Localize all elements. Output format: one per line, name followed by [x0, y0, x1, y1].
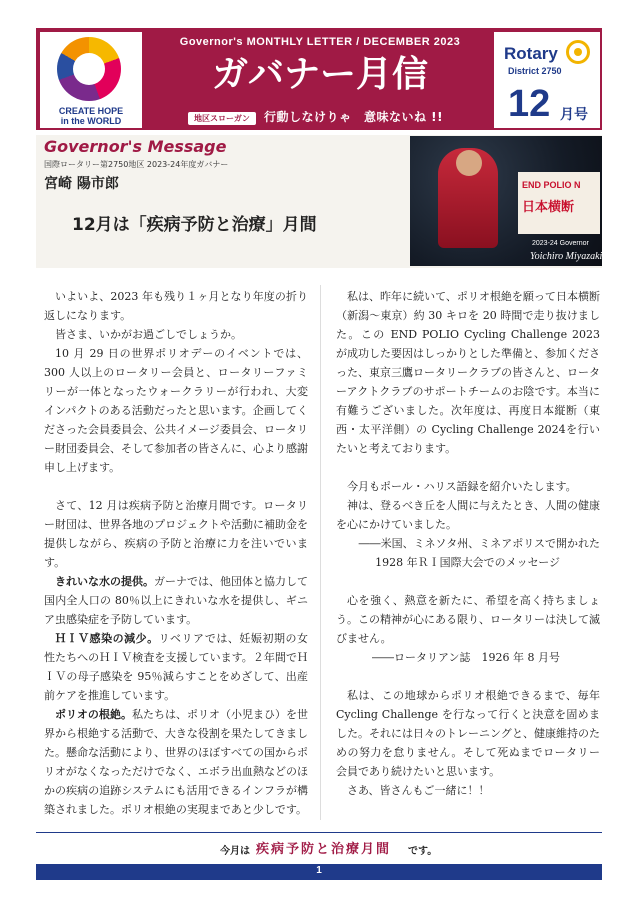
- logo-tagline-2: in the WORLD: [60, 116, 122, 126]
- paragraph: 今月もポール・ハリス語録を紹介いたします。: [347, 480, 577, 493]
- quote-source: 1928 年ＲＩ国際大会でのメッセージ: [375, 556, 560, 569]
- paragraph: さて、12 月は疾病予防と治療月間です。ロータリー財団は、世界各地のプロジェクトや活動に補助金を提供しながら、疾病の予防と治療に力を注いでいます。: [44, 499, 308, 569]
- paragraph: [44, 705, 308, 819]
- month-theme: 12月は「疾病予防と治療」月間: [72, 215, 317, 235]
- paragraph: [44, 572, 308, 629]
- paragraph-lead: ＨＩＶ感染の減少。: [55, 632, 159, 645]
- paragraph-lead: ポリオの根絶。: [55, 708, 132, 721]
- footer-prefix: 今月は: [220, 846, 250, 857]
- paragraph-body: 私たちは、ポリオ（小児まひ）を世界から根絶する活動で、大きな役割を果たしてきました。懸命な活動により、世界のほぼすべての国からポリオがなくなっただけでなく、エボラ出血熱などのほかの疾病の追跡システムにも活用できるインフラが構築されました。ポリオ根絶の実現まであと少しです。: [44, 708, 309, 816]
- left-column: [44, 287, 308, 819]
- photo-cyclist-face: [456, 150, 482, 176]
- slogan-text: 行動しなけりゃ 意味ないね !!: [264, 110, 444, 124]
- paragraph-body: リベリアでは、妊娠初期の女性たちへのＨＩＶ検査を支援しています。２年間でＨＩＶの母子感染を 95％減らすことをめざして、出産前ケアを推進しています。: [44, 632, 309, 702]
- paragraph: 皆さま、いかがお過ごしでしょうか。: [55, 328, 242, 341]
- photo-caption: 2023-24 Governor: [532, 240, 589, 247]
- footer-theme: 疾病予防と治療月間: [256, 842, 392, 857]
- governor-name: 宮崎 陽市郎: [44, 176, 119, 192]
- quote-source: ――ロータリアン誌 1926 年 8 月号: [371, 651, 560, 664]
- paragraph: 神は、登るべき丘を人間に与えたとき、人間の健康を心にかけていました。: [336, 499, 600, 531]
- paragraph: さあ、皆さんもご一緒に！！: [347, 784, 490, 797]
- paragraph: 私は、昨年に続いて、ポリオ根絶を願って日本横断（新潟〜東京）約 30 キロを 20 時間で走り抜けました。この END POLIO Cycling Challenge 2023 が成功した要因はしっかりとした準備と、参加くださった、東京三鷹ロータリークラブの皆さんと、ローターアクトクラブのサポートチームのお陰です。本当に有難うございました。次年度は、再度日本縦断（東西・太平洋側）の Cycling Challenge 2024を行いたいと考えております。: [336, 290, 600, 455]
- rotary-wordmark: Rotary: [504, 44, 558, 63]
- page-number: 1: [316, 865, 322, 876]
- district-label: District 2750: [508, 66, 562, 76]
- paragraph: 心を強く、熱意を新たに、希望を高く持ちましょう。この精神が心にある限り、ロータリーは決して滅びません。: [336, 594, 600, 645]
- photo-banner-line2: 日本横断: [522, 200, 575, 215]
- paragraph-lead: きれいな水の提供。: [55, 575, 154, 588]
- photo-signature: Yoichiro Miyazaki: [530, 251, 603, 262]
- message-heading: Governor's Message: [44, 137, 227, 156]
- paragraph: 私は、この地球からポリオ根絶できるまで、毎年 Cycling Challenge を行なって行くと決意を固めました。それには日々のトレーニングと、健康維持のための努力を怠りません。そして死ぬまでロータリー会員であり続けたいと思います。: [336, 689, 600, 778]
- logo-tagline-1: CREATE HOPE: [58, 106, 124, 116]
- quote-source: ――米国、ミネソタ州、ミネアポリスで開かれた: [358, 537, 600, 550]
- paragraph: いよいよ、2023 年も残り１ヶ月となり年度の折り返しになります。: [44, 290, 308, 322]
- rotary-wheel-hub: [574, 48, 582, 56]
- column-divider: [320, 285, 321, 820]
- issue-number: 12: [508, 83, 551, 125]
- issue-suffix: 月号: [560, 106, 588, 122]
- page-title: ガバナー月信: [211, 54, 428, 95]
- paragraph: [44, 629, 308, 705]
- paragraph: 10 月 29 日の世界ポリオデーのイベントでは、300 人以上のロータリー会員と、ロータリーファミリーが一体となったウォークラリーが行われ、大変インパクトのある活動だったと思います。企画してくださった会員委員会、公共イメージ委員会、ロータリー財団委員会、そして参加者の皆さんに、心より感謝申し上げます。: [44, 347, 308, 474]
- monthly-letter-label: Governor's MONTHLY LETTER / DECEMBER 2023: [179, 36, 461, 48]
- governor-role: 国際ロータリー第2750地区 2023-24年度ガバナー: [44, 160, 229, 169]
- photo-banner-line1: END POLIO N: [522, 180, 581, 190]
- slogan-badge: 地区スローガン: [188, 112, 256, 125]
- footer-rule: [36, 832, 602, 833]
- footer-suffix: です。: [408, 846, 438, 857]
- paragraph-body: ガーナでは、他団体と協力して国内全人口の 80％以上にきれいな水を提供し、ギニア虫感染症を予防しています。: [44, 575, 308, 626]
- right-column: [336, 287, 600, 800]
- logo-center: [73, 53, 105, 85]
